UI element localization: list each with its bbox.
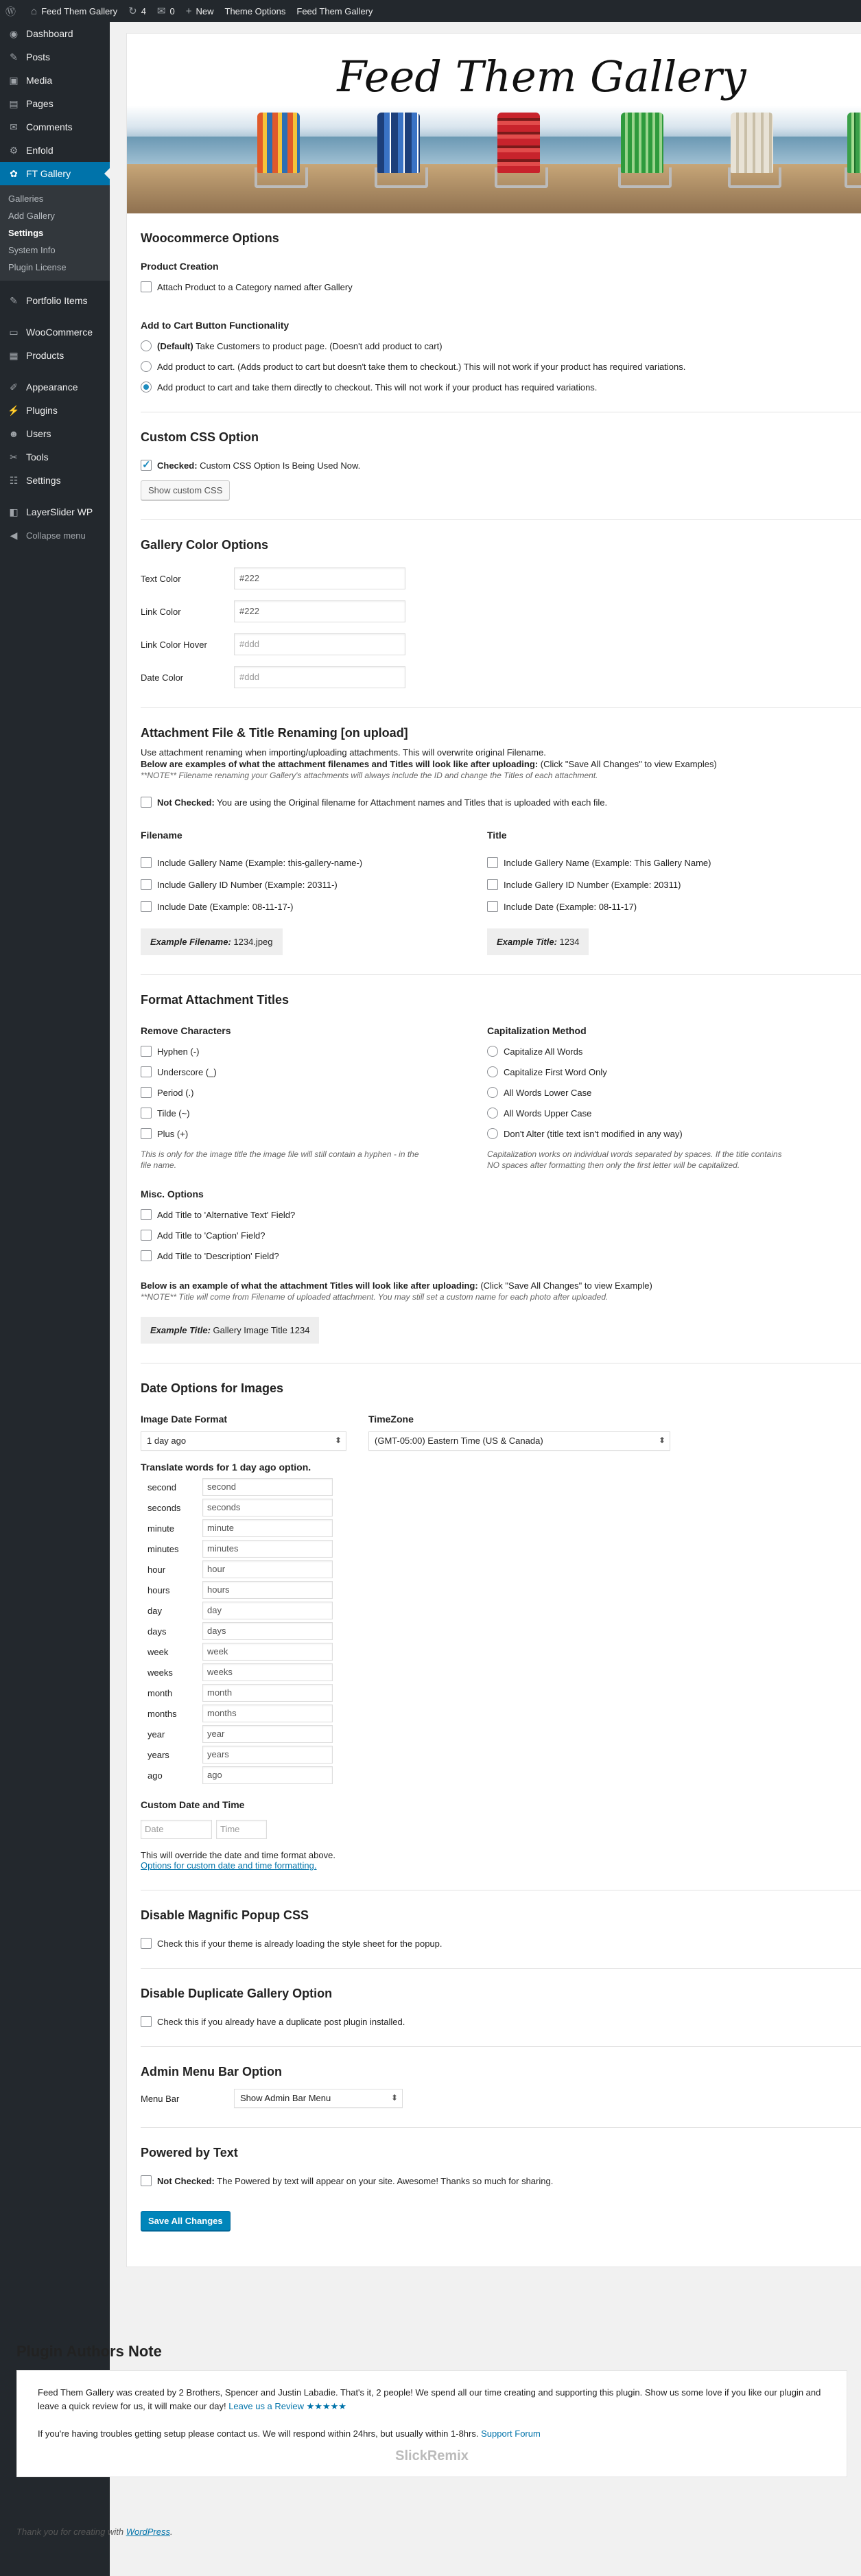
translate-row [141, 1518, 861, 1538]
cap-first-word-radio[interactable] [487, 1066, 498, 1077]
renaming-description: Use attachment renaming when importing/uploading attachments. This will overwrite original Filename. [141, 747, 546, 758]
attachment-renaming-section: Attachment File & Title Renaming [on upload] Use attachment renaming when importing/uploading attachments. This will overwrite original Filename. Below are examples of what the attachment filenames and Titles will look like after uploading: (Click "Save All Changes" to view Examples) **NOTE** Filename renaming your Gallery's attachments will always include the ID and change the Titles of each attachment. Not Checked: You are using the Original filename for Attachment names and Titles that is uploaded with each file. Filename Include Gallery Name (Example: this-gallery-name-) Include Gallery ID Number (Example: 20311-) Include Date (Example: 08-11-17-) Example Filename: 1234.jpeg Title Include Gallery Name (Example: This Gallery Name) Include Gallery ID Number (Example: 20311) Include Date (Example: 08-11-17) Example Title: 1234 [141, 707, 861, 974]
title-alt-text-checkbox[interactable] [141, 1209, 152, 1220]
sidebar-item-media[interactable] [0, 69, 110, 92]
sidebar-item-comments[interactable] [0, 115, 110, 139]
translate-word-label: days [148, 1626, 167, 1637]
cart-option-checkout-radio[interactable] [141, 382, 152, 393]
translate-row [141, 1683, 861, 1703]
translate-word-label: week [148, 1646, 169, 1657]
home-icon: ⌂ [31, 5, 38, 17]
custom-css-section: Custom CSS Option ✓ Checked: Custom CSS Option Is Being Used Now. Show custom CSS [141, 412, 861, 519]
filename-gallery-name-checkbox[interactable] [141, 857, 152, 868]
translate-word-input[interactable]: months [202, 1705, 333, 1722]
renaming-note: **NOTE** Filename renaming your Gallery's attachments will always include the ID and change the Titles of each attachment. [141, 771, 598, 780]
chair-red [497, 113, 540, 173]
filename-column: Filename Include Gallery Name (Example: this-gallery-name-) Include Gallery ID Number (Example: 20311-) Include Date (Example: 08-11-17-) Example Filename: 1234.jpeg [141, 827, 487, 955]
submenu-system-info[interactable]: System Info [8, 245, 56, 255]
section-title: Date Options for Images [141, 1381, 284, 1395]
translate-word-label: month [148, 1687, 173, 1698]
cart-option-default-radio[interactable] [141, 340, 152, 351]
powered-by-section: Powered by Text Not Checked: The Powered by text will appear on your site. Awesome! Thanks so much for sharing. Save All Changes [141, 2127, 861, 2250]
chair-white [731, 113, 773, 173]
sidebar-item-ft-gallery[interactable] [0, 162, 110, 185]
plus-icon: + [185, 5, 192, 17]
translate-word-input[interactable]: week [202, 1643, 333, 1661]
date-format-select[interactable]: 1 day ago ⬍ [141, 1431, 346, 1451]
remove-tilde-checkbox[interactable] [141, 1108, 152, 1119]
translate-word-label: weeks [148, 1667, 173, 1678]
gallery-colors-section [141, 519, 861, 707]
example-filename: Example Filename: 1234.jpeg [141, 928, 283, 955]
sidebar-item-dashboard[interactable] [0, 22, 110, 45]
translate-word-input[interactable]: year [202, 1725, 333, 1743]
text-color-input[interactable]: #222 [234, 567, 405, 589]
translate-row [141, 1765, 861, 1785]
sidebar-item-products[interactable] [0, 344, 110, 367]
translate-word-label: hour [148, 1564, 166, 1575]
admin-footer: Thank you for creating with WordPress. [16, 2527, 173, 2537]
translate-word-input[interactable]: month [202, 1684, 333, 1702]
link-hover-color-input[interactable]: #ddd [234, 633, 405, 655]
cart-option-default-label: Take Customers to product page. (Doesn't add product to cart) [193, 340, 443, 351]
custom-date-title: Custom Date and Time [141, 1799, 245, 1810]
woocommerce-section: Woocommerce Options Product Creation Attach Product to a Category named after Gallery Add to Cart Button Functionality (Default) Take Customers to product page. (Doesn't add product to cart) Add product to cart. (Adds product to cart but doesn't take them to checkout.) This will not work if your product has required variations. Add product to cart and take them directly to checkout. This will not work if your product has required variations. [141, 213, 861, 412]
cart-function-title: Add to Cart Button Functionality [141, 320, 290, 331]
pin-icon: ✎ [10, 51, 18, 62]
translate-row [141, 1559, 861, 1580]
settings-panel [126, 33, 861, 2267]
slickremix-logo: SlickRemix [395, 2448, 469, 2463]
translate-row [141, 1662, 861, 1683]
remove-period-checkbox[interactable] [141, 1087, 152, 1098]
translate-row [141, 1477, 861, 1497]
format-titles-section: Format Attachment Titles Remove Characters Hyphen (-) Underscore (_) Period (.) Tilde (~) Plus (+) This is only for the image title the image file will still contain a hyphen - in the file name. Capitalization Method Capitalize All Words Capitalize First Word Only All Words Lower Case All Words Upper Case Don't Alter (title text isn't modified in any way) Capitalization works on individual words separated by spaces. If the title contains NO spaces after formatting then only the first letter will be capitalized. Misc. Options Add Title to 'Alternative Text' Field? Add Title to 'Caption' Field? Add Title to 'Description' Field? Below is an example of what the attachment Titles will look like after uploading: (Click "Save All Changes" to view Example) **NOTE** Title will come from Filename of uploaded attachment. You may still set a custom name for each photo after uploaded. Example Title: Gallery Image Title 1234 [141, 974, 861, 1363]
sidebar-item-label: WooCommerce [26, 327, 93, 338]
attach-product-label: Attach Product to a Category named after Gallery [157, 281, 353, 292]
title-caption-checkbox[interactable] [141, 1230, 152, 1241]
support-forum-link[interactable]: Support Forum [481, 2428, 541, 2439]
sidebar-item-label: Comments [26, 121, 73, 132]
cart-option-add-radio[interactable] [141, 361, 152, 372]
translate-word-input[interactable]: second [202, 1478, 333, 1496]
sidebar-item-appearance[interactable] [0, 375, 110, 399]
cart-option-checkout-label: Add product to cart and take them directly to checkout. This will not work if your product has required variations. [157, 382, 598, 393]
remove-characters-column: Remove Characters Hyphen (-) Underscore (_) Period (.) Tilde (~) Plus (+) This is only for the image title the image file will still contain a hyphen - in the file name. [141, 1025, 419, 1170]
ftg-link[interactable]: Feed Them Gallery [296, 5, 373, 16]
sidebar-item-label: Posts [26, 51, 51, 62]
sidebar-item-enfold[interactable] [0, 139, 110, 162]
title-description-checkbox[interactable] [141, 1250, 152, 1261]
comment-icon: ✉ [10, 121, 18, 132]
sidebar-item-posts[interactable] [0, 45, 110, 69]
translate-row [141, 1621, 861, 1641]
translate-word-input[interactable]: years [202, 1746, 333, 1764]
plugin-authors-note: Plugin Authors Note Feed Them Gallery was created by 2 Brothers, Spencer and Justin Labadie. That's it, 2 people! We spend all our time creating and supporting this plugin. Show us some love if you like our plugin and leave a quick review for us, it will make our day! Leave us a Review ★★★★★ If you're having troubles getting setup please contact us. We will respond within 24hrs, but usually within 1-8hrs. Support Forum SlickRemix [16, 2343, 847, 2477]
translate-word-input[interactable]: hours [202, 1581, 333, 1599]
sidebar-item-label: Users [26, 428, 51, 439]
translate-word-label: years [148, 1749, 169, 1760]
submenu-settings[interactable]: Settings [8, 228, 44, 238]
filename-gallery-id-checkbox[interactable] [141, 879, 152, 890]
sidebar-item-portfolio-items[interactable] [0, 289, 110, 312]
show-custom-css-button[interactable]: Show custom CSS [141, 480, 230, 500]
settings-icon: ☷ [9, 474, 19, 486]
remove-plus-checkbox[interactable] [141, 1128, 152, 1139]
section-title: Admin Menu Bar Option [141, 2065, 282, 2079]
sidebar-item-layerslider-wp[interactable] [0, 500, 110, 524]
admin-menu-bar-section: Admin Menu Bar Option Menu Bar Show Admin Bar Menu ⬍ [141, 2046, 861, 2127]
custom-date-input[interactable]: Date [141, 1820, 212, 1839]
translate-title: Translate words for 1 day ago option. [141, 1462, 311, 1473]
timezone-select[interactable]: (GMT-05:00) Eastern Time (US & Canada) ⬍ [368, 1431, 670, 1451]
disable-magnific-checkbox[interactable] [141, 1938, 152, 1949]
wordpress-link[interactable]: WordPress [126, 2527, 170, 2537]
sidebar-item-label: Products [26, 350, 64, 361]
new-content-link[interactable]: + New [185, 5, 214, 17]
collapse-menu-button[interactable]: ◀ Collapse menu [0, 524, 110, 547]
title-date-checkbox[interactable] [487, 901, 498, 912]
translate-row [141, 1744, 861, 1765]
chair-lime [847, 113, 861, 173]
example-format-title: Example Title: Gallery Image Title 1234 [141, 1317, 319, 1344]
translate-row [141, 1497, 861, 1518]
ft-gallery-submenu [0, 185, 110, 281]
remove-hyphen-checkbox[interactable] [141, 1046, 152, 1057]
plugin-icon: ⚡ [8, 404, 20, 416]
attach-product-checkbox[interactable] [141, 281, 152, 292]
sidebar-item-label: Plugins [26, 405, 58, 416]
custom-css-checkbox[interactable] [141, 460, 152, 471]
sidebar-item-label: LayerSlider WP [26, 506, 93, 517]
gear-icon: ⚙ [9, 144, 19, 156]
sidebar-item-label: Portfolio Items [26, 295, 88, 306]
brush-icon: ✐ [10, 381, 18, 393]
sidebar-item-label: Media [26, 75, 53, 86]
products-icon: ▦ [9, 349, 19, 361]
text-color-label: Text Color [141, 573, 181, 584]
section-title: Format Attachment Titles [141, 993, 290, 1007]
menu-bar-select[interactable]: Show Admin Bar Menu ⬍ [234, 2089, 403, 2108]
translate-word-input[interactable]: ago [202, 1766, 333, 1784]
section-title: Disable Duplicate Gallery Option [141, 1987, 333, 2000]
wrench-icon: ✂ [10, 451, 18, 462]
section-title: Attachment File & Title Renaming [on upload] [141, 726, 408, 740]
translate-row [141, 1538, 861, 1559]
submenu-add-gallery[interactable]: Add Gallery [8, 211, 55, 221]
sidebar-item-label: Pages [26, 98, 54, 109]
cap-dont-alter-radio[interactable] [487, 1128, 498, 1139]
misc-options-title: Misc. Options [141, 1189, 204, 1199]
disable-duplicate-checkbox[interactable] [141, 2016, 152, 2027]
sidebar-item-users[interactable] [0, 422, 110, 445]
save-all-changes-button[interactable]: Save All Changes [141, 2211, 231, 2231]
translate-word-input[interactable]: minute [202, 1519, 333, 1537]
translate-word-input[interactable]: seconds [202, 1499, 333, 1517]
duplicate-gallery-section: Disable Duplicate Gallery Option Check this if you already have a duplicate post plugin installed. [141, 1968, 861, 2046]
user-icon: ☻ [8, 428, 19, 439]
cart-option-add-label: Add product to cart. (Adds product to cart but doesn't take them to checkout.) This will not work if your product has required variations. [157, 361, 686, 372]
sidebar-item-tools[interactable] [0, 445, 110, 469]
translate-word-input[interactable]: weeks [202, 1663, 333, 1681]
admin-bar [0, 0, 861, 22]
section-title: Woocommerce Options [141, 231, 279, 245]
translate-word-input[interactable]: hour [202, 1560, 333, 1578]
example-title: Example Title: 1234 [487, 928, 589, 955]
translate-row [141, 1580, 861, 1600]
sidebar-item-label: FT Gallery [26, 168, 71, 179]
translate-word-label: minute [148, 1523, 175, 1534]
cap-upper-case-radio[interactable] [487, 1108, 498, 1119]
sidebar-item-label: Settings [26, 475, 61, 486]
title-column: Title Include Gallery Name (Example: This Gallery Name) Include Gallery ID Number (Example: 20311) Include Date (Example: 08-11-17) Example Title: 1234 [487, 827, 834, 955]
link-hover-color-label: Link Color Hover [141, 639, 207, 650]
sidebar-item-plugins[interactable] [0, 399, 110, 422]
section-title: Gallery Color Options [141, 538, 269, 552]
remove-underscore-checkbox[interactable] [141, 1066, 152, 1077]
banner-image [127, 34, 861, 213]
date-options-section: Date Options for Images Image Date Format 1 day ago ⬍ TimeZone (GMT-05:00) Eastern Time (US & Canada) ⬍ Translate words for 1 day ago option. second second seconds seconds minute minute minutes minutes hour hour hours hours day day days days week week weeks weeks month month months months year year years years ago ago Custom Date and Time Date Time This will override the date and time format above. Options for custom date and time formatting. [141, 1363, 861, 1890]
link-color-input[interactable]: #222 [234, 600, 405, 622]
translate-word-label: minutes [148, 1543, 179, 1554]
translate-word-label: seconds [148, 1502, 181, 1513]
translate-word-label: hours [148, 1584, 170, 1595]
site-name-link[interactable]: ⌂ Feed Them Gallery [31, 5, 118, 17]
date-color-input[interactable]: #ddd [234, 666, 405, 688]
custom-time-input[interactable]: Time [216, 1820, 267, 1839]
sidebar-item-settings[interactable] [0, 469, 110, 492]
translate-word-input[interactable]: day [202, 1602, 333, 1619]
cap-all-words-radio[interactable] [487, 1046, 498, 1057]
sidebar-item-label: Dashboard [26, 28, 73, 39]
title-gallery-name-checkbox[interactable] [487, 857, 498, 868]
submenu-plugin-license[interactable]: Plugin License [8, 262, 67, 272]
sidebar-item-label: Appearance [26, 382, 78, 393]
section-title: Disable Magnific Popup CSS [141, 1908, 309, 1922]
gallery-icon: ✿ [10, 167, 18, 179]
collapse-icon: ◀ [10, 529, 18, 541]
layers-icon: ◧ [9, 506, 19, 517]
sidebar-item-label: Tools [26, 452, 49, 462]
woo-icon: ▭ [9, 326, 19, 338]
wordpress-logo[interactable] [0, 0, 25, 22]
sidebar-item-pages[interactable] [0, 92, 110, 115]
cap-lower-case-radio[interactable] [487, 1087, 498, 1098]
sidebar-item-label: Enfold [26, 145, 54, 156]
sidebar-item-woocommerce[interactable] [0, 320, 110, 344]
date-formatting-link[interactable]: Options for custom date and time formatting. [141, 1860, 317, 1871]
section-title: Powered by Text [141, 2146, 238, 2159]
wordpress-icon: Ⓦ [5, 5, 16, 18]
chair-green [621, 113, 663, 173]
dashboard-icon: ◉ [9, 27, 19, 39]
translate-row [141, 1703, 861, 1724]
translate-words-list [141, 1477, 861, 1785]
leave-review-link[interactable]: Leave us a Review ★★★★★ [228, 2401, 346, 2411]
translate-row [141, 1641, 861, 1662]
translate-word-input[interactable]: days [202, 1622, 333, 1640]
translate-word-input[interactable]: minutes [202, 1540, 333, 1558]
powered-by-checkbox[interactable] [141, 2175, 152, 2186]
product-creation-title: Product Creation [141, 261, 219, 272]
comments-link[interactable]: ✉ 0 [156, 5, 175, 17]
translate-word-label: year [148, 1729, 165, 1740]
updates-icon: ↻ [128, 5, 137, 17]
date-color-label: Date Color [141, 672, 184, 683]
chair-orange [257, 113, 300, 173]
media-icon: ▣ [9, 74, 19, 86]
translate-word-label: ago [148, 1770, 163, 1781]
capitalization-column: Capitalization Method Capitalize All Words Capitalize First Word Only All Words Lower Case All Words Upper Case Don't Alter (title text isn't modified in any way) Capitalization works on individual words separated by spaces. If the title contains NO spaces after formatting then only the first letter will be capitalized. [487, 1025, 782, 1170]
renaming-enable-checkbox[interactable] [141, 797, 152, 808]
title-gallery-id-checkbox[interactable] [487, 879, 498, 890]
comment-bubble-icon: ✉ [156, 5, 166, 17]
link-color-label: Link Color [141, 606, 181, 617]
translate-word-label: months [148, 1708, 177, 1719]
translate-row [141, 1724, 861, 1744]
magnific-popup-section: Disable Magnific Popup CSS Check this if your theme is already loading the style sheet for the popup. [141, 1890, 861, 1968]
banner-title: Feed Them Gallery [337, 51, 746, 102]
translate-row [141, 1600, 861, 1621]
submenu-galleries[interactable]: Galleries [8, 194, 44, 204]
translate-word-label: second [148, 1482, 176, 1492]
chair-blue [377, 113, 420, 173]
pages-icon: ▤ [9, 97, 19, 109]
updates-link[interactable]: ↻ 4 [128, 5, 146, 17]
admin-sidebar [0, 22, 110, 2576]
theme-options-link[interactable]: Theme Options [224, 5, 286, 16]
authors-title: Plugin Authors Note [16, 2343, 162, 2360]
portfolio-icon: ✎ [10, 294, 18, 306]
filename-date-checkbox[interactable] [141, 901, 152, 912]
section-title: Custom CSS Option [141, 430, 259, 444]
translate-word-label: day [148, 1605, 162, 1616]
